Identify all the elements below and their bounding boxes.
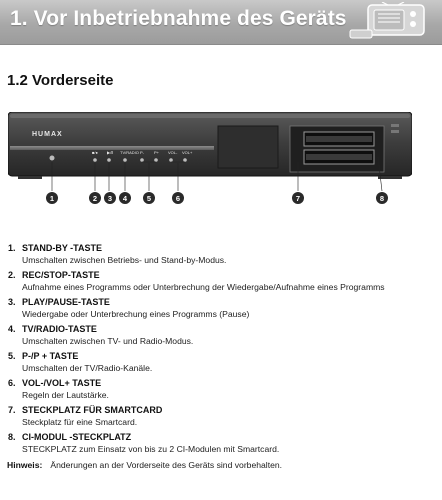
list-item [8, 243, 438, 270]
item-description: Umschalten zwischen Betriebs- und Stand-by-Modus. [22, 255, 227, 265]
chapter-title: 1. Vor Inbetriebnahme des Geräts [10, 7, 347, 30]
list-item [8, 270, 438, 297]
list-item [8, 297, 438, 324]
p-plus-button-mark [154, 158, 158, 162]
item-title: STAND-BY -TASTE [22, 243, 102, 253]
item-description: Umschalten der TV/Radio-Kanäle. [22, 363, 153, 373]
item-title: PLAY/PAUSE-TASTE [22, 297, 110, 307]
item-number: 4. [8, 324, 16, 334]
vol-minus-button-mark [169, 158, 173, 162]
item-number: 3. [8, 297, 16, 307]
callout-2 [89, 192, 101, 204]
section-title: 1.2 Vorderseite [7, 72, 114, 89]
list-item [8, 324, 438, 351]
item-title: STECKPLATZ FÜR SMARTCARD [22, 405, 163, 415]
button-label-tv-radio: TV/RADIO [120, 150, 139, 155]
callout-4 [119, 192, 131, 204]
item-description: Steckplatz für eine Smartcard. [22, 417, 138, 427]
list-item [8, 378, 438, 405]
device-front-panel-illustration [8, 112, 412, 204]
callout-6 [172, 192, 184, 204]
item-description: Regeln der Lautstärke. [22, 390, 109, 400]
svg-text:8: 8 [379, 193, 385, 203]
button-label-vol-plus: VOL+ [182, 150, 193, 155]
callout-8 [376, 192, 388, 204]
list-item [8, 432, 438, 459]
callout-3 [104, 192, 116, 204]
p-minus-button-mark [140, 158, 144, 162]
item-title: CI-MODUL -STECKPLATZ [22, 432, 132, 442]
item-title: P-/P + TASTE [22, 351, 79, 361]
button-label-rec-stop: ■/● [92, 150, 98, 155]
button-label-vol-minus: VOL- [168, 150, 178, 155]
note-text: Änderungen an der Vorderseite des Geräts sind vorbehalten. [50, 460, 283, 470]
svg-text:6: 6 [175, 193, 181, 203]
item-description: Aufnahme eines Programms oder Unterbrechung der Wiedergabe/Aufnahme eines Programms [22, 282, 385, 292]
note [7, 460, 437, 470]
svg-text:7: 7 [295, 193, 301, 203]
item-title: VOL-/VOL+ TASTE [22, 378, 102, 388]
item-description: Wiedergabe oder Unterbrechung eines Programms (Pause) [22, 309, 250, 319]
item-description: STECKPLATZ zum Einsatz von bis zu 2 CI-Modulen mit Smartcard. [22, 444, 280, 454]
button-label-p-minus: P- [140, 150, 144, 155]
button-label-p-plus: P+ [154, 150, 160, 155]
tv-receiver-icon [338, 2, 434, 42]
item-title: TV/RADIO-TASTE [22, 324, 97, 334]
tv-radio-button-mark [123, 158, 127, 162]
callout-1 [46, 192, 58, 204]
svg-text:3: 3 [107, 193, 113, 203]
svg-text:4: 4 [122, 193, 128, 203]
item-title: REC/STOP-TASTE [22, 270, 100, 280]
header-band [0, 0, 442, 45]
item-number: 1. [8, 243, 16, 253]
play-pause-button-mark [107, 158, 111, 162]
button-label-play-pause: ▶/Ⅱ [107, 150, 114, 155]
callout-7 [292, 192, 304, 204]
list-item [8, 405, 438, 432]
callout-5 [143, 192, 155, 204]
brand-logo: HUMAX [32, 131, 63, 138]
item-number: 2. [8, 270, 16, 280]
svg-text:1: 1 [49, 193, 55, 203]
svg-text:2: 2 [92, 193, 98, 203]
front-panel-items [8, 243, 438, 459]
list-item [8, 351, 438, 378]
item-number: 7. [8, 405, 16, 415]
vol-plus-button-mark [183, 158, 187, 162]
item-number: 5. [8, 351, 16, 361]
item-number: 8. [8, 432, 16, 442]
item-description: Umschalten zwischen TV- und Radio-Modus. [22, 336, 194, 346]
note-label: Hinweis: [7, 460, 43, 470]
rec-stop-button-mark [93, 158, 97, 162]
svg-text:5: 5 [146, 193, 152, 203]
standby-button-mark [50, 156, 55, 161]
item-number: 6. [8, 378, 16, 388]
